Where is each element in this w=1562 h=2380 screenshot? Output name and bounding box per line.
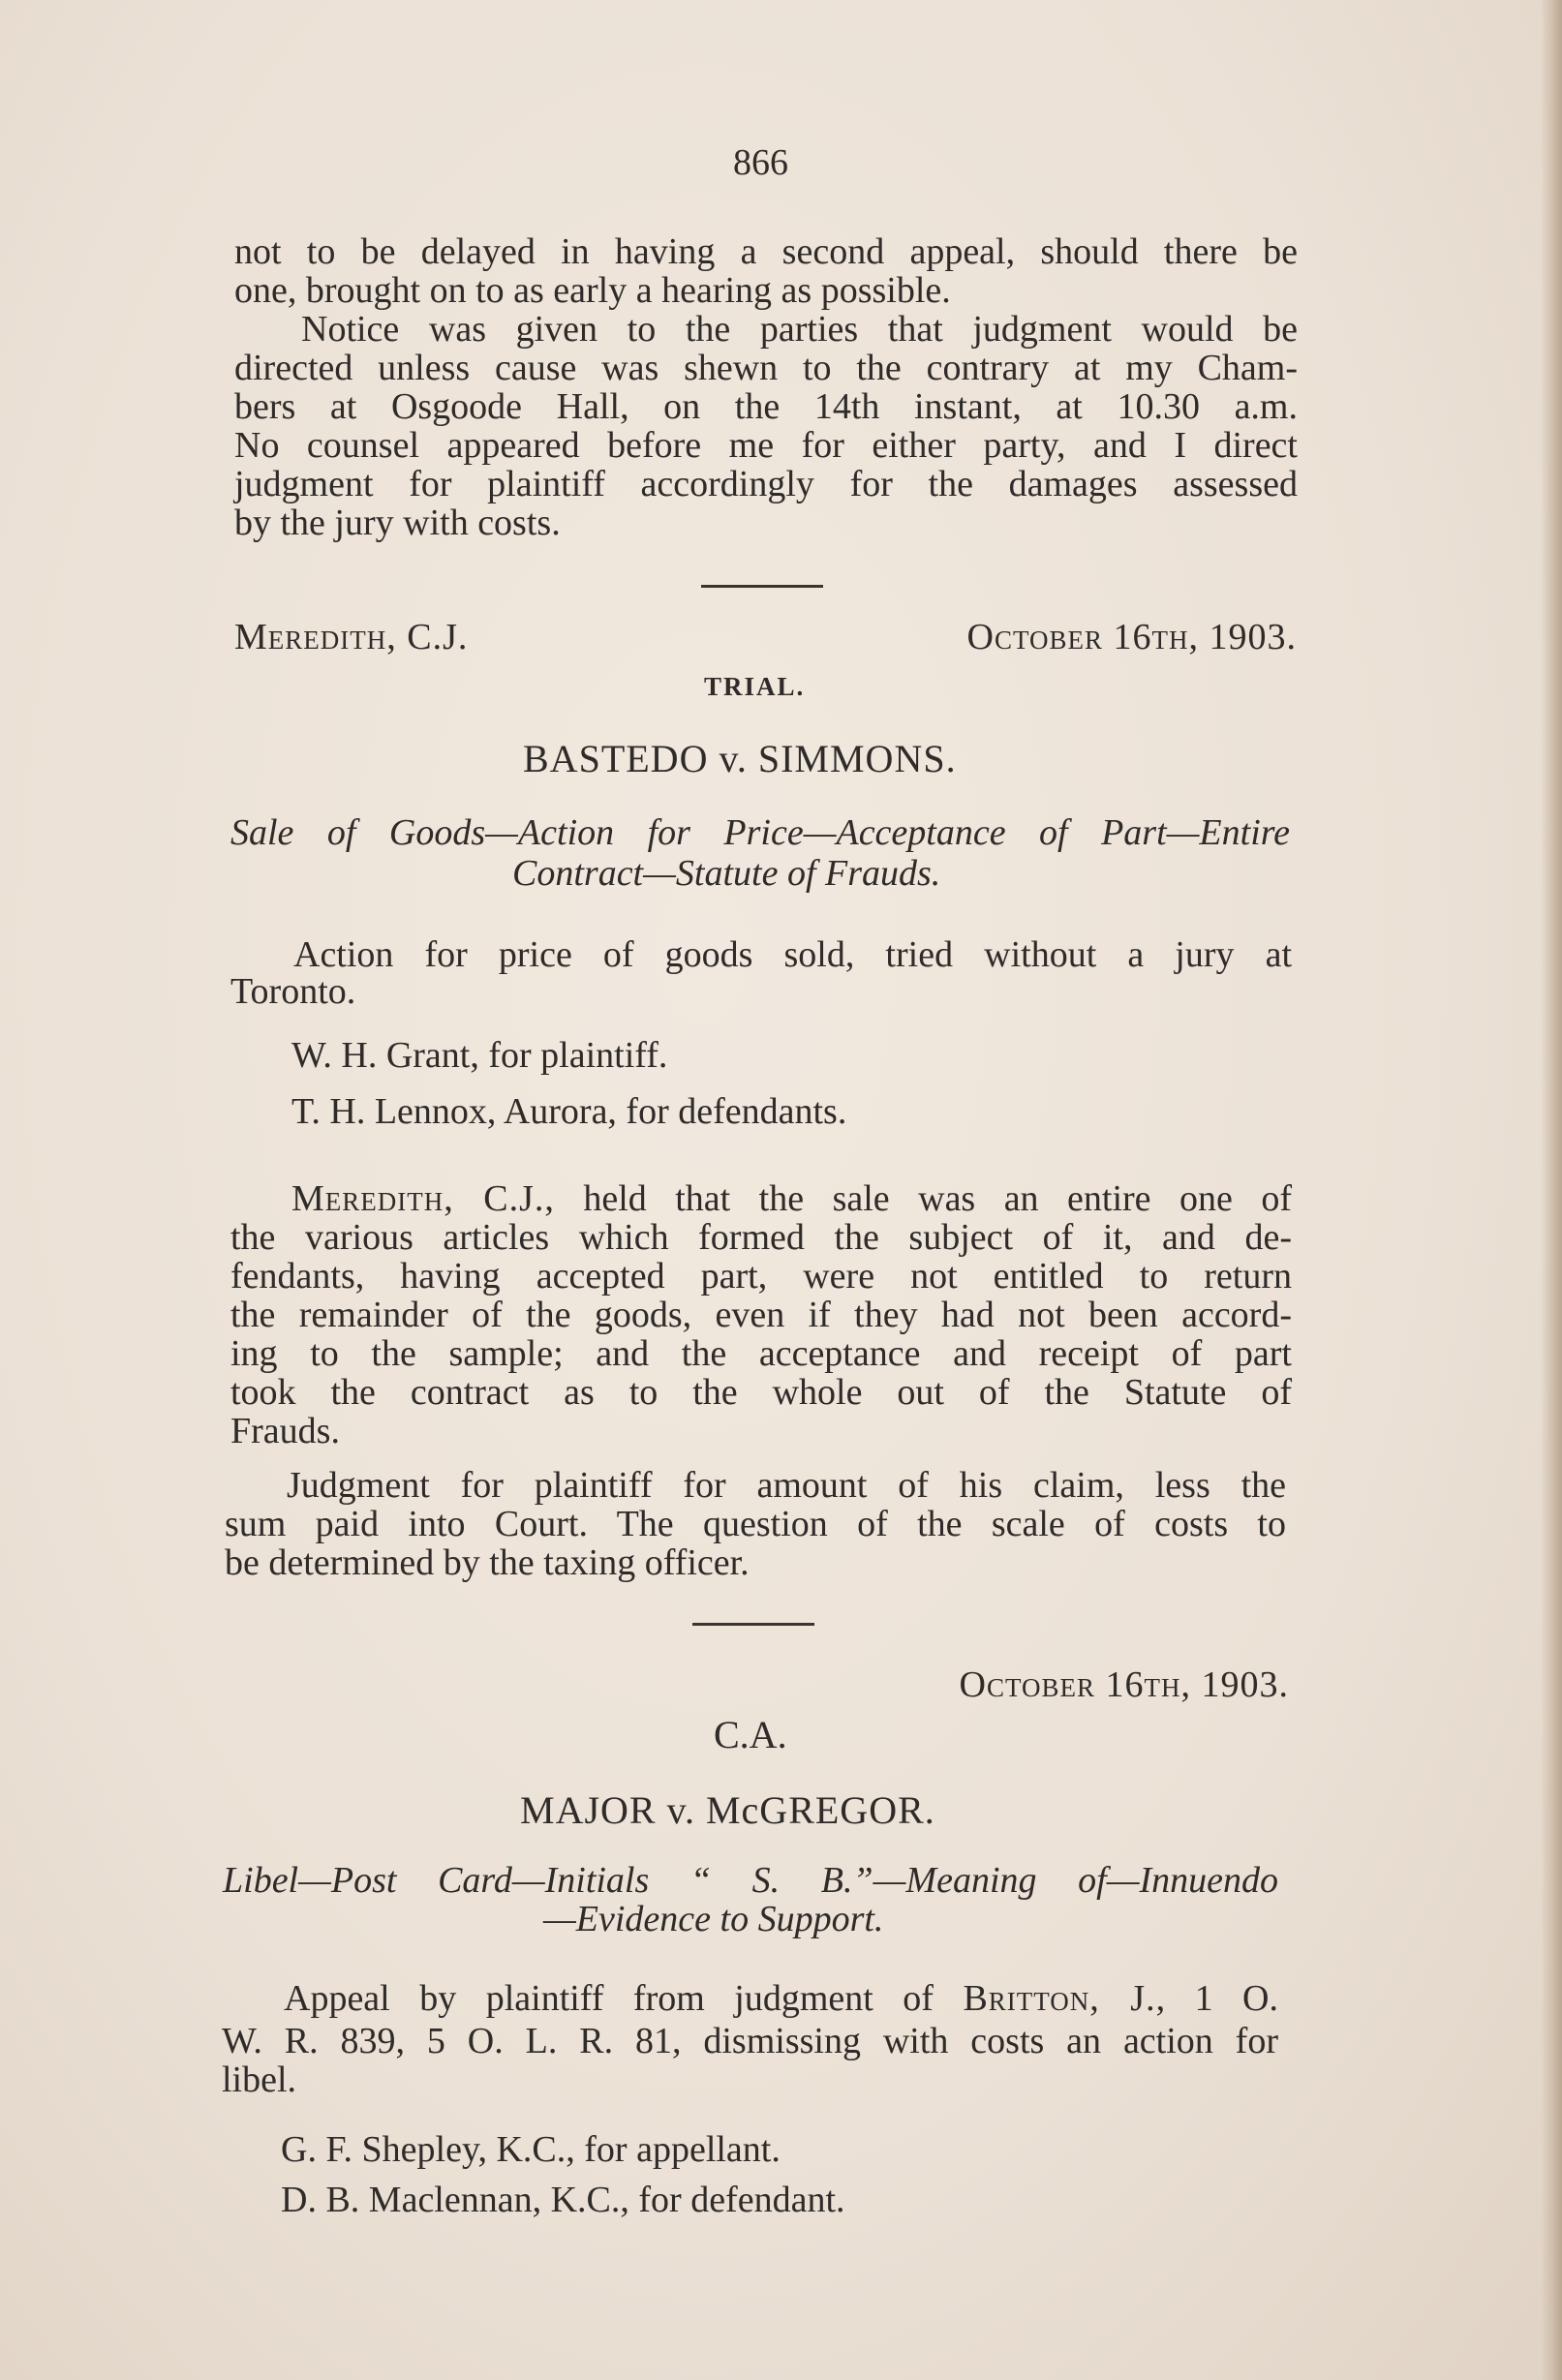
case1-headnote-line-1: Sale of Goods—Action for Price—Acceptance of Part—Entire (230, 812, 1290, 853)
case1-headnote-line-2: Contract—Statute of Frauds. (512, 853, 941, 894)
case2-counsel-appellant: G. F. Shepley, K.C., for appellant. (281, 2129, 781, 2170)
case1-judgment-line-7: Frauds. (230, 1411, 340, 1451)
section-divider-2 (692, 1623, 814, 1626)
intro-line-2: one, brought on to as early a hearing as possible. (234, 270, 951, 311)
case1-counsel-plaintiff: W. H. Grant, for plaintiff. (291, 1035, 668, 1076)
case2-headnote-line-1: Libel—Post Card—Initials “ S. B.”—Meaning of—Innuendo (223, 1860, 1278, 1901)
page-number: 866 (733, 142, 788, 183)
case2-summary-line-1 (284, 1979, 1278, 2018)
case2-title: MAJOR v. McGREGOR. (520, 1788, 935, 1832)
intro-line-8: by the jury with costs. (234, 503, 561, 543)
case2-summary-line-3: libel. (222, 2060, 297, 2100)
case1-summary-line-2: Toronto. (230, 971, 356, 1012)
case1-judgment-line-10: be determined by the taxing officer. (225, 1542, 750, 1583)
case2-summary-pre: Appeal by plaintiff from judgment of (284, 1978, 964, 2019)
case2-court: C.A. (714, 1713, 787, 1756)
intro-line-5: bers at Osgoode Hall, on the 14th instant, at 10.30 a.m. (234, 386, 1298, 427)
case2-headnote-line-2: —Evidence to Support. (543, 1899, 884, 1939)
case2-date: October 16th, 1903. (959, 1664, 1289, 1705)
case1-judgment-line-9: sum paid into Court. The question of the scale of costs to (225, 1504, 1286, 1544)
case1-judge: Meredith, C.J. (234, 617, 469, 657)
case1-judgment-line-5: ing to the sample; and the acceptance and receipt of part (230, 1333, 1292, 1374)
intro-line-7: judgment for plaintiff accordingly for the damages assessed (234, 464, 1298, 504)
case2-summary-post: , 1 O. (1155, 1978, 1278, 2019)
case1-judgment-judge: Meredith, C.J., (291, 1178, 555, 1219)
case1-judgment-line-8: Judgment for plaintiff for amount of his claim, less the (287, 1465, 1286, 1506)
case1-summary-line-1: Action for price of goods sold, tried without a jury at (293, 934, 1292, 975)
case1-judgment-line-3: fendants, having accepted part, were not entitled to return (230, 1256, 1292, 1297)
page-edge (1541, 0, 1562, 2380)
case1-judgment-line-6: took the contract as to the whole out of the Statute of (230, 1372, 1292, 1413)
case2-counsel-defendant: D. B. Maclennan, K.C., for defendant. (281, 2180, 845, 2220)
case2-summary-line-2: W. R. 839, 5 O. L. R. 81, dismissing with costs an action for (222, 2021, 1278, 2061)
case1-court: TRIAL. (704, 672, 806, 701)
case1-judgment-line-4: the remainder of the goods, even if they had not been accord- (230, 1295, 1292, 1335)
case2-summary-judge: Britton, J. (963, 1978, 1156, 2019)
intro-line-1: not to be delayed in having a second appeal, should there be (234, 231, 1298, 272)
intro-line-4: directed unless cause was shewn to the contrary at my Cham- (234, 348, 1298, 388)
intro-line-3: Notice was given to the parties that judgment would be (301, 309, 1298, 350)
case1-title: BASTEDO v. SIMMONS. (523, 737, 957, 780)
section-divider-1 (701, 585, 823, 588)
case1-judgment-text-1: held that the sale was an entire one of (554, 1178, 1292, 1219)
case1-judgment-line-1 (291, 1179, 1292, 1218)
intro-line-6: No counsel appeared before me for either party, and I direct (234, 425, 1298, 466)
case1-date: October 16th, 1903. (966, 617, 1297, 657)
case1-counsel-defendants: T. H. Lennox, Aurora, for defendants. (291, 1091, 847, 1132)
case1-judgment-line-2: the various articles which formed the subject of it, and de- (230, 1217, 1292, 1258)
